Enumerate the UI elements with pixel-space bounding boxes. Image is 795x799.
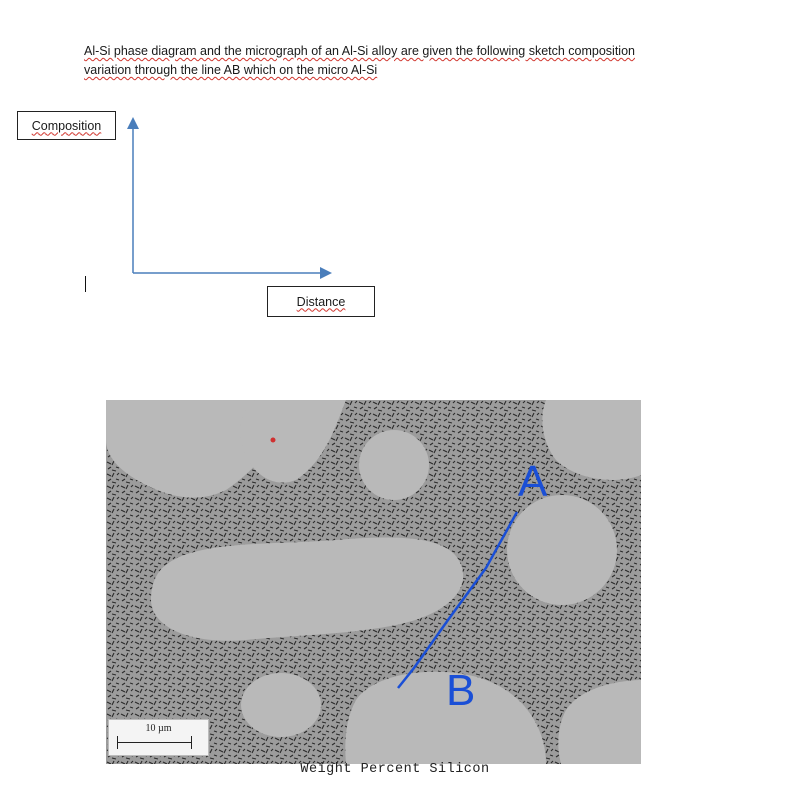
question-line-1: Al-Si phase diagram and the micrograph of an Al-Si alloy are given the following sketch composition bbox=[84, 44, 635, 58]
scale-bar-line bbox=[117, 742, 192, 743]
grain-round-center bbox=[359, 430, 429, 500]
micrograph-image bbox=[106, 400, 641, 764]
grain-right bbox=[507, 495, 617, 605]
scale-bar-label: 10 µm bbox=[145, 723, 172, 734]
distance-label: Distance bbox=[296, 294, 346, 309]
composition-label: Composition bbox=[31, 118, 102, 133]
micrograph-caption: Weight Percent Silicon bbox=[300, 762, 490, 777]
point-a-label: A bbox=[518, 457, 548, 506]
distance-label-box[interactable] bbox=[267, 286, 375, 317]
question-line-2: variation through the line AB which on the micro Al-Si bbox=[84, 63, 378, 77]
scale-bar bbox=[108, 719, 209, 756]
point-b-label: B bbox=[446, 666, 476, 715]
grain-bottom-left bbox=[241, 673, 321, 737]
red-dot-mark bbox=[271, 438, 276, 443]
scale-bar-tick-right bbox=[191, 736, 192, 749]
text-cursor bbox=[85, 276, 86, 292]
